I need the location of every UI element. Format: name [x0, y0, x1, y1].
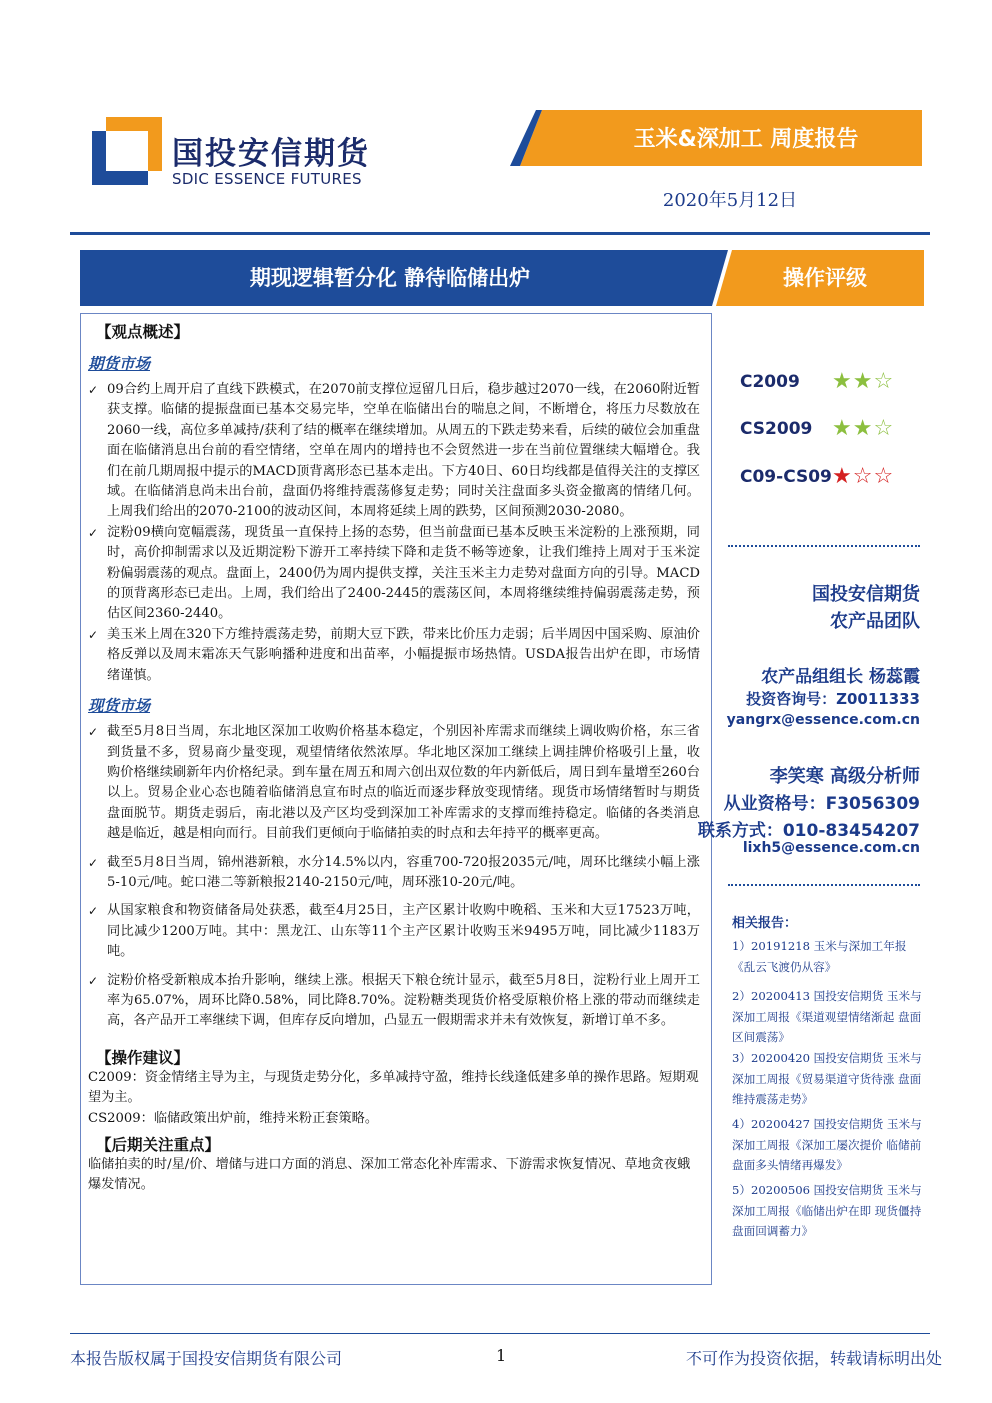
- rating-code: C09-CS09: [740, 467, 832, 487]
- check-icon: ✓: [88, 904, 99, 919]
- spot-market-heading: 现货市场: [88, 696, 151, 716]
- check-icon: ✓: [88, 725, 99, 740]
- analyst2-title: 李笑寒 高级分析师: [769, 766, 920, 787]
- analyst1-email[interactable]: yangrx@essence.com.cn: [726, 712, 920, 728]
- check-icon: ✓: [88, 627, 99, 642]
- futures-list: [88, 380, 700, 686]
- related-report-item[interactable]: 2）20200413 国投安信期货 玉米与深加工周报《渠道观望情绪渐起 盘面区间震荡》: [732, 989, 922, 1044]
- overview-heading: 【观点概述】: [96, 322, 190, 341]
- analyst1-license: 投资咨询号：Z0011333: [746, 690, 920, 708]
- focus-heading: 【后期关注重点】: [96, 1135, 221, 1154]
- team-company: 国投安信期货: [812, 584, 920, 605]
- page-number: 1: [496, 1346, 507, 1365]
- footer-copyright: 本报告版权属于国投安信期货有限公司: [70, 1349, 343, 1368]
- advice-heading: 【操作建议】: [96, 1047, 190, 1067]
- analyst2-email[interactable]: lixh5@essence.com.cn: [742, 840, 920, 856]
- check-icon: ✓: [88, 855, 99, 870]
- focus-text: 临储拍卖的时/星/价、增储与进口方面的消息、深加工常态化补库需求、下游需求恢复情况、草地贪夜蛾爆发情况。: [88, 1157, 691, 1193]
- check-icon: ✓: [88, 525, 99, 540]
- star-rating-icon: ★★☆: [832, 369, 895, 394]
- rating-code: CS2009: [740, 419, 813, 439]
- rating-row-cs2009: [740, 416, 920, 447]
- rating-row-c2009: [740, 369, 920, 400]
- related-report-item[interactable]: 3）20200420 国投安信期货 玉米与深加工周报《贸易渠道守货待涨 盘面维持震荡走势》: [732, 1051, 922, 1106]
- header-divider: [70, 232, 930, 235]
- dotted-divider: [728, 545, 920, 547]
- check-icon: ✓: [88, 973, 99, 988]
- logo-english-name: SDIC ESSENCE FUTURES: [172, 170, 362, 188]
- report-title: 期现逻辑暂分化 静待临储出炉: [249, 266, 531, 290]
- company-logo-mark: [92, 117, 162, 185]
- related-report-item[interactable]: 5）20200506 国投安信期货 玉米与深加工周报《临储出炉在即 现货僵持 盘面回调蓄力》: [732, 1183, 922, 1238]
- list-item: ✓ 截至5月8日当周，锦州港新粮，水分14.5%以内，容重700-720报2035元/吨，周环比继续小幅上涨5-10元/吨。蛇口港二等新粮报2140-2150元/吨，周环涨10-20元/吨。: [88, 854, 700, 890]
- related-reports-heading: 相关报告：: [732, 916, 798, 931]
- star-rating-icon: ★★☆: [832, 416, 895, 441]
- spot-list: [88, 722, 700, 1032]
- report-type-label: 玉米&深加工 周度报告: [633, 127, 859, 152]
- star-rating-icon: ★☆☆: [832, 464, 895, 489]
- related-report-item[interactable]: 4）20200427 国投安信期货 玉米与深加工周报《深加工屡次提价 临储前盘面多头情绪再爆发》: [732, 1117, 922, 1172]
- analyst1-title: 农产品组组长 杨蕊霞: [761, 667, 920, 687]
- main-content: [88, 318, 700, 1196]
- check-icon: ✓: [88, 383, 99, 397]
- team-name: 农产品团队: [830, 611, 920, 632]
- list-item: ✓ 09合约上周开启了直线下跌模式，在2070前支撑位逗留几日后，稳步越过2070一线，在2060附近暂获支撑。临储的提振盘面已基本交易完毕，空单在临储出台的喘息之间，不断增仓，将压力尽数放在2060一线，高位多单减持/获利了结的概率在继续增加。从周五的下跌走势来看，后续的破位会加重盘面在临储消息出台前的看空情绪，空单在周内的增持也不会贸然进一步在当前位置继续大幅增仓。我们在前几期周报中提示的MACD顶背离形态已基本走出。下方40日、60日均线都是值得关注的支撑区域。在临储消息尚未出台前，盘面仍将维持震荡修复走势；同时关注盘面多头资金撤离的情绪几何。上周我们给出的2070-2100的波动区间，本周将延续上周的跌势，区间预测2030-2080。: [88, 382, 700, 520]
- futures-market-heading: 期货市场: [88, 354, 151, 373]
- related-report-item[interactable]: 1）20191218 玉米与深加工年报《乱云飞渡仍从容》: [732, 939, 907, 974]
- logo-chinese-name: 国投安信期货: [172, 136, 370, 172]
- list-item: ✓ 从国家粮食和物资储备局处获悉，截至4月25日，主产区累计收购中晚稻、玉米和大豆17523万吨，同比减少1200万吨。其中：黑龙江、山东等11个主产区累计收购玉米9495万吨，同比减少1183万吨。: [88, 903, 700, 960]
- analyst2-phone: 联系方式：010-83454207: [697, 821, 920, 841]
- rating-row-c09-cs09: [740, 464, 920, 495]
- list-item: ✓ 淀粉价格受新粮成本抬升影响，继续上涨。根据天下粮仓统计显示，截至5月8日，淀粉行业上周开工率为65.07%，周环比降0.58%，同比降8.70%。淀粉糖类现货价格受原粮价格上涨的带动而继续走高，各产品开工率继续下调，但库存反向增加，凸显五一假期需求并未有效恢复，新增订单不多。: [88, 972, 700, 1029]
- advice-cs2009: CS2009：临储政策出炉前，维持米粉正套策略。: [88, 1110, 379, 1126]
- analyst2-license: 从业资格号：F3056309: [723, 794, 920, 814]
- footer-disclaimer: 不可作为投资依据，转载请标明出处: [685, 1349, 942, 1368]
- rating-title: 操作评级: [783, 266, 867, 290]
- report-date: 2020年5月12日: [662, 190, 798, 211]
- list-item: ✓ 淀粉09横向宽幅震荡，现货虽一直保持上扬的态势，但当前盘面已基本反映玉米淀粉的上涨预期，同时，高价抑制需求以及近期淀粉下游开工率持续下降和走货不畅等迹象，让我们维持上周对于玉米淀粉偏弱震荡的观点。盘面上，2400仍为周内提供支撑，关注玉米主力走势对盘面方向的引导。MACD的顶背离形态已走出。上周，我们给出了2400-2445的震荡区间，本周将继续维持偏弱震荡走势，预估区间2360-2440。: [88, 524, 700, 622]
- list-item: ✓ 截至5月8日当周，东北地区深加工收购价格基本稳定，个别因补库需求而继续上调收购价格，东三省到货量不多，贸易商少量变现，观望情绪依然浓厚。华北地区深加工继续上调挂牌价格吸引上量，收购价格继续刷新年内价格纪录。到车量在周五和周六创出双位数的年内新低后，周日到车量增至260台以上。贸易企业心态也随着临储消息宣布时点的临近而逐步释放变现情绪。现货市场情绪暂时与期货盘面脱节。期货走弱后，南北港以及产区均受到深加工补库需求的支撑而维持稳定。临储的各类消息越是临近，越是相向而行。目前我们更倾向于临储拍卖的时点和去年持平的概率更高。: [88, 724, 700, 842]
- advice-c2009: C2009：资金情绪主导为主，与现货走势分化，多单减持守盈，维持长线逢低建多单的操作思路。短期观望为主。: [88, 1069, 699, 1106]
- footer-divider: [70, 1333, 930, 1334]
- list-item: ✓ 美玉米上周在320下方维持震荡走势，前期大豆下跌，带来比价压力走弱；后半周因中国采购、原油价格反弹以及周末霜冻天气影响播种进度和出苗率，小幅提振市场热情。USDA报告出炉在即，市场情绪谨慎。: [88, 626, 700, 683]
- rating-code: C2009: [740, 372, 800, 392]
- dotted-divider: [728, 884, 920, 886]
